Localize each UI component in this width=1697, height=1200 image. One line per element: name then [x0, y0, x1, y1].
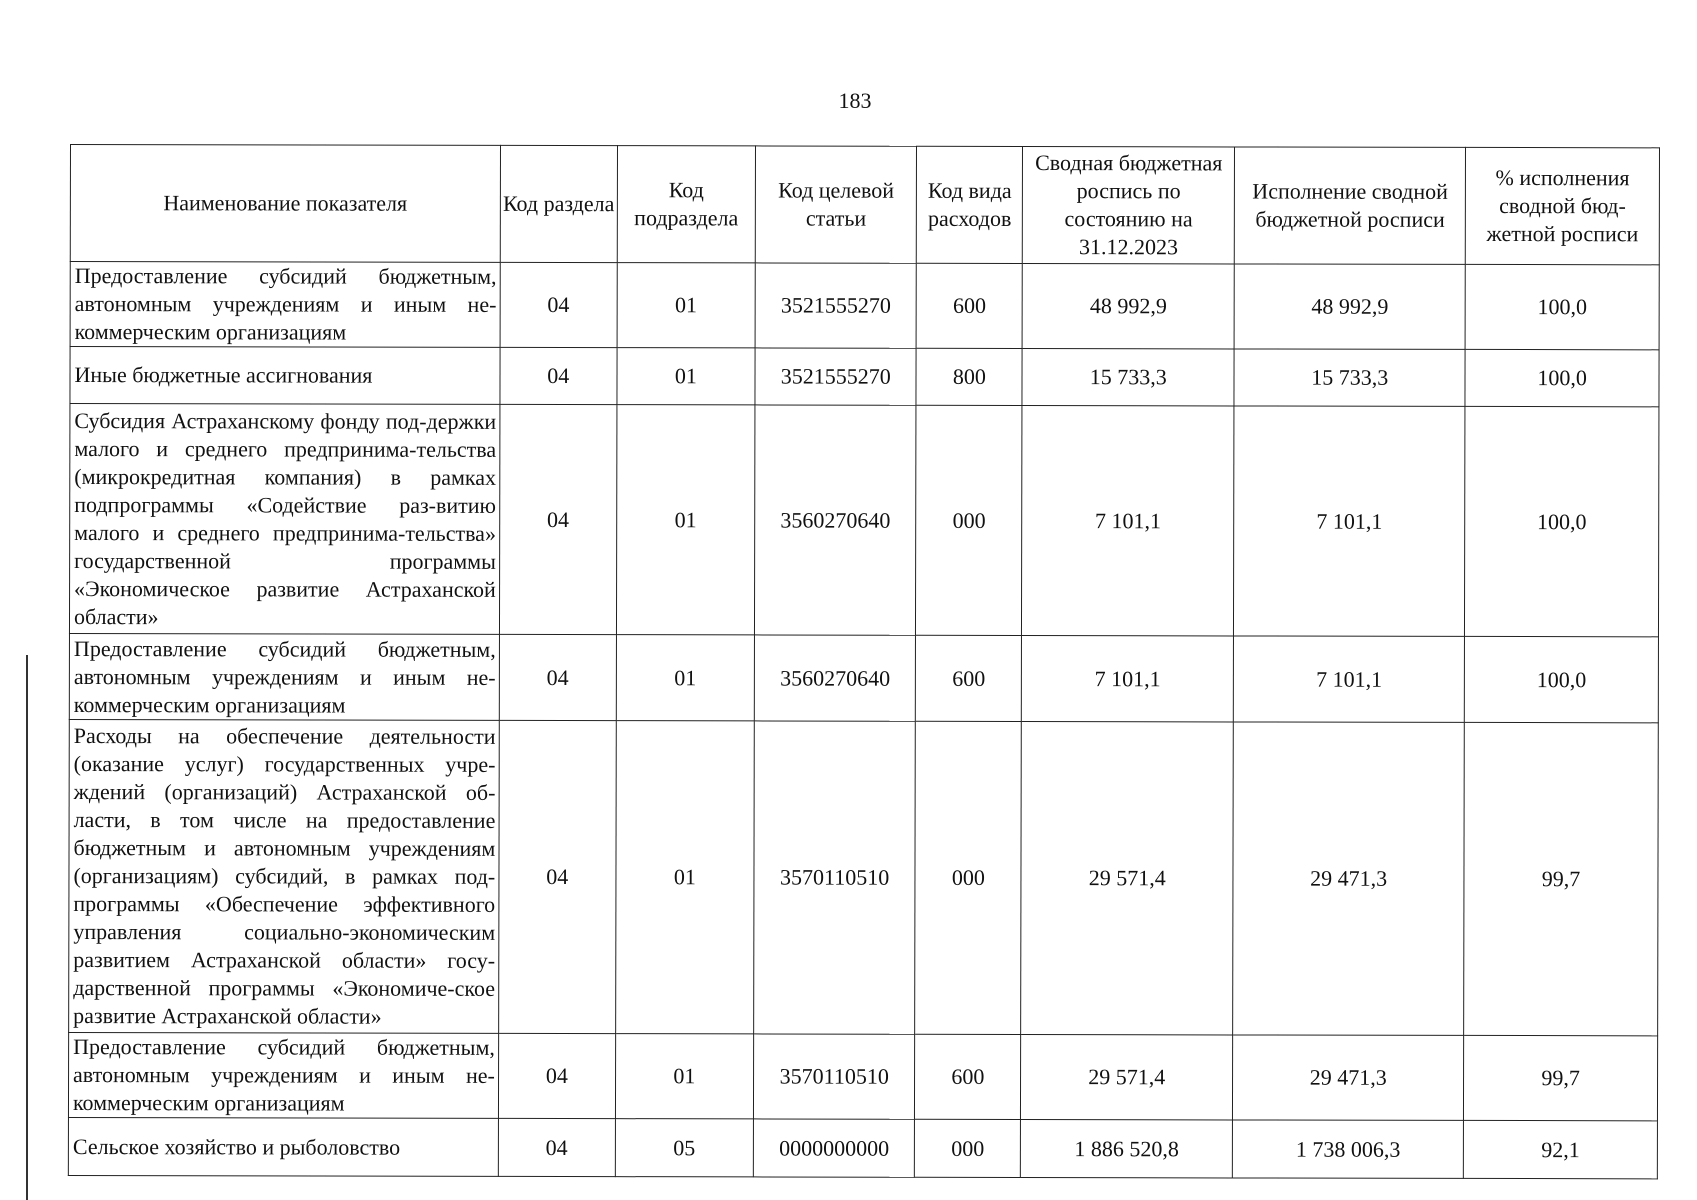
row-execution-percent: 99,7 — [1464, 722, 1658, 1035]
header-subsection-code: Код подраздела — [617, 146, 755, 263]
margin-rule — [26, 655, 28, 1200]
row-budget-execution: 29 471,3 — [1233, 1035, 1464, 1120]
row-target-code: 3560270640 — [754, 635, 916, 721]
row-section-code: 04 — [500, 262, 617, 347]
header-execution-percent: % исполнения сводной бюд-жетной росписи — [1465, 147, 1659, 264]
row-expense-kind-code: 000 — [915, 1119, 1021, 1177]
table-row — [68, 1117, 1657, 1178]
row-subsection-code: 01 — [615, 721, 754, 1034]
row-budget-execution: 15 733,3 — [1234, 349, 1465, 406]
row-budget-plan: 15 733,3 — [1022, 348, 1234, 405]
row-expense-kind-code: 000 — [916, 405, 1022, 635]
row-subsection-code: 01 — [617, 348, 755, 405]
row-name: Предоставление субсидий бюджетным, автономным учреждениям и иным не-коммерческим организациям — [70, 262, 500, 348]
row-name: Расходы на обеспечение деятельности (оказание услуг) государственных учре-ждений (организаций) Астраханской об-ласти, в том числе на предоставление бюджетным и автономным учреждениям (организациям) субсидий, в рамках под-программы «Обеспечение эффективного управления социально-экономическим развитием Астраханской области» госу-дарственной программы «Экономиче-ское развитие Астраханской области» — [69, 719, 499, 1033]
row-budget-plan: 7 101,1 — [1022, 635, 1234, 721]
table-row — [69, 719, 1659, 1035]
row-execution-percent: 100,0 — [1465, 636, 1659, 722]
row-budget-plan: 48 992,9 — [1022, 263, 1234, 348]
row-target-code: 3521555270 — [755, 263, 917, 348]
row-execution-percent: 92,1 — [1464, 1120, 1658, 1178]
row-budget-plan: 29 571,4 — [1021, 721, 1234, 1034]
row-execution-percent: 100,0 — [1465, 264, 1659, 349]
row-budget-execution: 29 471,3 — [1233, 722, 1465, 1035]
row-budget-plan: 29 571,4 — [1021, 1034, 1233, 1119]
row-target-code: 3570110510 — [754, 721, 916, 1034]
row-subsection-code: 05 — [615, 1119, 753, 1177]
row-target-code: 3521555270 — [755, 348, 917, 405]
row-name: Сельское хозяйство и рыболовство — [68, 1117, 498, 1176]
row-target-code: 3570110510 — [753, 1034, 915, 1119]
row-subsection-code: 01 — [616, 635, 754, 721]
row-name: Предоставление субсидий бюджетным, автономным учреждениям и иным не-коммерческим организациям — [68, 1032, 498, 1118]
header-expense-kind-code: Код вида расходов — [917, 146, 1023, 263]
table-row — [70, 347, 1659, 407]
row-section-code: 04 — [498, 1033, 615, 1118]
row-section-code: 04 — [498, 1118, 615, 1176]
page-number: 183 — [838, 88, 872, 113]
row-budget-execution: 48 992,9 — [1234, 264, 1465, 349]
row-subsection-code: 01 — [617, 263, 755, 348]
row-execution-percent: 100,0 — [1465, 349, 1659, 406]
table-row — [69, 634, 1658, 723]
row-expense-kind-code: 800 — [916, 348, 1022, 405]
header-row — [70, 145, 1659, 265]
row-subsection-code: 01 — [616, 405, 755, 635]
row-name: Предоставление субсидий бюджетным, автономным учреждениям и иным не-коммерческим организациям — [69, 634, 499, 721]
row-budget-execution: 1 738 006,3 — [1233, 1120, 1464, 1178]
row-budget-execution: 7 101,1 — [1233, 636, 1464, 722]
row-target-code: 0000000000 — [753, 1119, 915, 1177]
row-expense-kind-code: 600 — [916, 635, 1022, 721]
row-section-code: 04 — [500, 347, 617, 404]
row-name: Иные бюджетные ассигнования — [70, 347, 500, 405]
table-row — [68, 1032, 1657, 1120]
row-budget-execution: 7 101,1 — [1234, 406, 1466, 636]
table-row — [70, 262, 1659, 350]
header-budget-plan: Сводная бюджетная роспись по состоянию на 31.12.2023 — [1023, 146, 1235, 263]
budget-table — [68, 144, 1660, 1179]
row-subsection-code: 01 — [615, 1034, 753, 1119]
row-execution-percent: 99,7 — [1464, 1035, 1658, 1120]
header-section-code: Код раздела — [500, 145, 617, 262]
row-name: Субсидия Астраханскому фонду под-держки малого и среднего предпринима-тельства (микрокредитная компания) в рамках подпрограммы «Содействие раз-витию малого и среднего предпринима-тельства» государственной программы «Экономическое развитие Астраханской области» — [69, 404, 499, 635]
header-target-code: Код целевой статьи — [755, 146, 917, 263]
row-section-code: 04 — [498, 720, 616, 1033]
table-row — [69, 404, 1658, 637]
row-expense-kind-code: 000 — [915, 721, 1022, 1034]
row-budget-plan: 7 101,1 — [1022, 405, 1234, 635]
header-name: Наименование показателя — [70, 145, 500, 263]
header-budget-execution: Исполнение сводной бюджетной росписи — [1234, 147, 1465, 264]
row-execution-percent: 100,0 — [1465, 406, 1659, 636]
row-target-code: 3560270640 — [754, 405, 916, 635]
row-section-code: 04 — [499, 634, 616, 720]
row-expense-kind-code: 600 — [916, 263, 1022, 348]
row-expense-kind-code: 600 — [915, 1034, 1021, 1119]
row-section-code: 04 — [499, 404, 616, 634]
row-budget-plan: 1 886 520,8 — [1021, 1119, 1233, 1177]
